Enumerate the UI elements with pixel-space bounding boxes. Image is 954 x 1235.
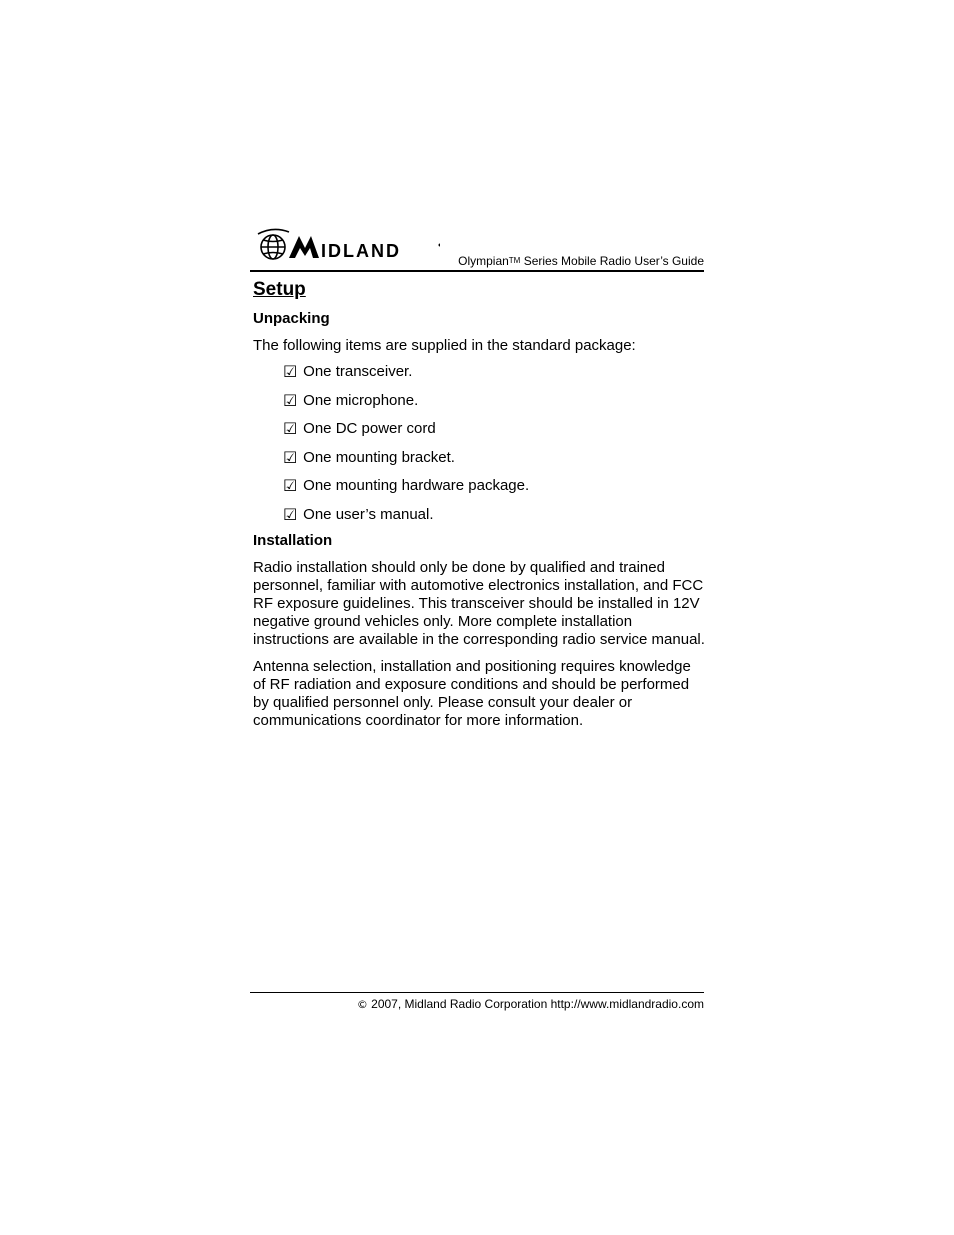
checklist-item-label: One mounting bracket. [303,448,455,466]
section-title: Setup [253,279,306,300]
installation-heading: Installation [253,531,333,549]
checkbox-checked-icon: ☑ [283,419,298,438]
checklist-item [283,392,705,410]
checkbox-checked-icon: ☑ [283,390,298,410]
unpacking-intro: The following items are supplied in the standard package: [253,337,636,354]
checklist-item [283,449,705,467]
page-content [253,278,705,730]
checklist-item-label: One user’s manual. [303,505,434,523]
copyright-icon: © [356,998,368,1011]
checkbox-checked-icon: ☑ [283,362,298,381]
checkbox-checked-icon: ☑ [283,476,298,495]
globe-logo-icon [255,224,440,266]
guide-title-suffix: Series Mobile Radio User’s Guide [520,254,704,268]
checklist-item-label: One DC power cord [303,420,436,437]
page-footer [250,992,704,1011]
guide-title [458,254,704,268]
unpacking-heading: Unpacking [253,310,330,327]
checklist-item [283,506,705,524]
package-checklist [253,363,705,524]
checklist-item-label: One transceiver. [303,363,413,380]
checklist-item [283,420,705,438]
guide-title-prefix: Olympian [458,254,509,268]
page-header [250,222,704,272]
copyright-line [250,997,704,1011]
installation-paragraph: Radio installation should only be done by qualified and trained personnel, familiar with automotive electronics installation, and FCC RF exposure guidelines. This transceiver should be installed in 12V negative ground vehicles only. More complete installation instructions are available in the corresponding radio service manual. [253,558,705,648]
checklist-item [283,363,705,381]
checklist-item [283,477,705,495]
antenna-paragraph: Antenna selection, installation and positioning requires knowledge of RF radiation and exposure conditions and should be performed by qualified personnel only. Please consult your dealer or communications coordinator for more information. [253,657,691,729]
checkbox-checked-icon: ☑ [283,504,298,524]
trademark-mark: TM [508,256,521,265]
svg-text:IDLAND: IDLAND [321,241,401,261]
checkbox-checked-icon: ☑ [283,447,298,467]
checklist-item-label: One microphone. [303,391,419,409]
copyright-text: 2007, Midland Radio Corporation http://www.midlandradio.com [367,997,704,1011]
checklist-item-label: One mounting hardware package. [303,477,530,494]
midland-logo [255,224,440,266]
